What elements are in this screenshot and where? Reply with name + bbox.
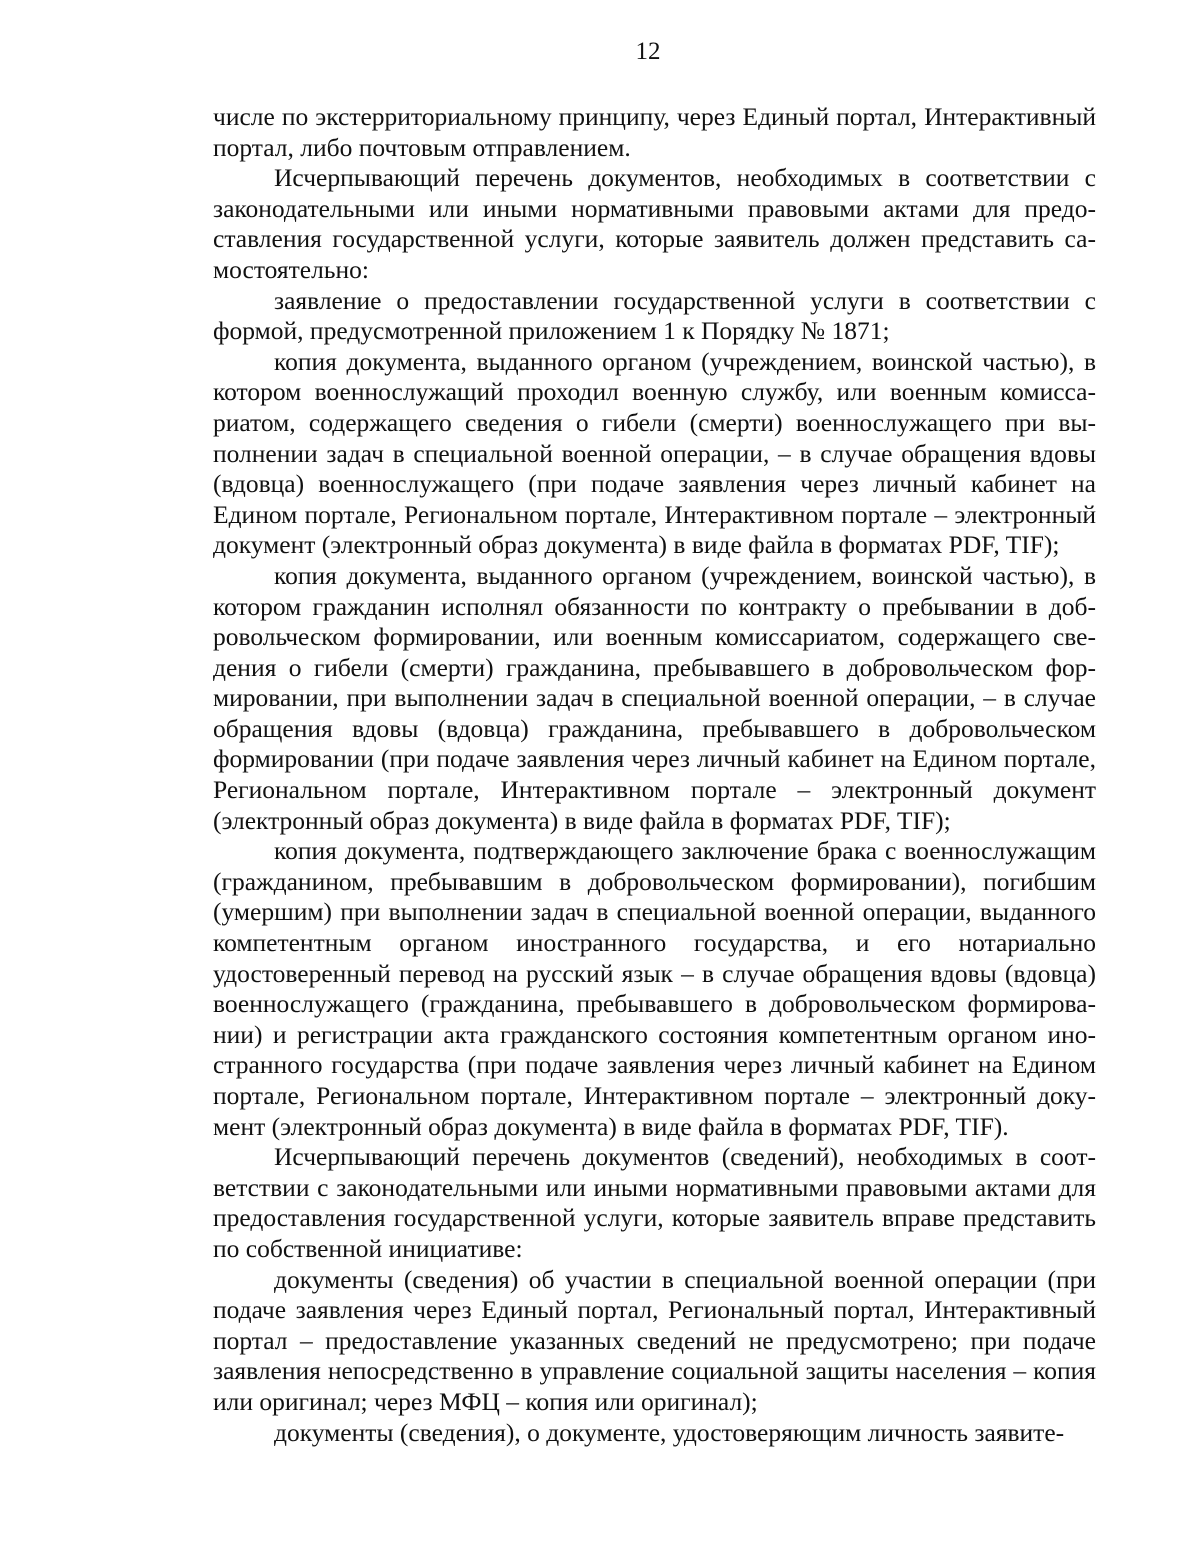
paragraph-foreign-marriage-document: копия документа, подтверждающего заключение брака с военнослужащим (гражданином, пребывавшим в добровольческом формировании), погибшим (умершим) при выполнении задач в специальной военной операции, выданного компетентным органом иностранного государства, и его нотариально удостоверенный перевод на русский язык – в случае обращения вдовы (вдовца) военнослужащего (гражданина, пребывавшего в добровольческом формировании) и регистрации акта гражданского состояния компетентным органом иностранного государства (при подаче заявления через личный кабинет на Едином портале, Региональном портале, Интерактивном портале – электронный документ (электронный образ документа) в виде файла в форматах PDF, TIF).	[213, 836, 1096, 1141]
paragraph-identity-documents: документы (сведения), о документе, удостоверяющим личность заявите-	[274, 1417, 1065, 1447]
paragraph-required-documents-intro: Исчерпывающий перечень документов, необходимых в соответствии с законодательными или иными нормативными правовыми актами для предоставления государственной услуги, которые заявитель должен представить самостоятельно:	[213, 163, 1096, 284]
paragraph-continuation: числе по экстерриториальному принципу, через Единый портал, Интерактивный портал, либо почтовым отправлением.	[213, 102, 1096, 162]
document-body	[213, 102, 1096, 1448]
paragraph-optional-documents-intro: Исчерпывающий перечень документов (сведений), необходимых в соответствии с законодательными или иными нормативными правовыми актами для предоставления государственной услуги, которые заявитель вправе представить по собственной инициативе:	[213, 1142, 1096, 1263]
paragraph-application: заявление о предоставлении государственной услуги в соответствии с формой, предусмотренной приложением 1 к Порядку № 1871;	[213, 285, 1096, 346]
paragraph-participation-documents: документы (сведения) об участии в специальной военной операции (при подаче заявления через Единый портал, Региональный портал, Интерактивный портал – предоставление указанных сведений не предусмотрено; при подаче заявления непосредственно в управление социальной защиты населения – копия или оригинал; через МФЦ – копия или оригинал);	[213, 1264, 1096, 1416]
paragraph-military-death-document: копия документа, выданного органом (учреждением, воинской частью), в котором военнослужащий проходил военную службу, или военным комиссариатом, содержащего сведения о гибели (смерти) военнослужащего при выполнении задач в специальной военной операции, – в случае обращения вдовы (вдовца) военнослужащего (при подаче заявления через личный кабинет на Едином портале, Региональном портале, Интерактивном портале – электронный документ (электронный образ документа) в виде файла в форматах PDF, TIF);	[213, 346, 1096, 560]
paragraph-volunteer-death-document: копия документа, выданного органом (учреждением, воинской частью), в котором гражданин исполнял обязанности по контракту о пребывании в добровольческом формировании, или военным комиссариатом, содержащего сведения о гибели (смерти) гражданина, пребывавшего в добровольческом формировании, при выполнении задач в специальной военной операции, – в случае обращения вдовы (вдовца) гражданина, пребывавшего в добровольческом формировании (при подаче заявления через личный кабинет на Едином портале, Региональном портале, Интерактивном портале – электронный документ (электронный образ документа) в виде файла в форматах PDF, TIF);	[213, 560, 1096, 835]
page-number: 12	[635, 38, 661, 65]
